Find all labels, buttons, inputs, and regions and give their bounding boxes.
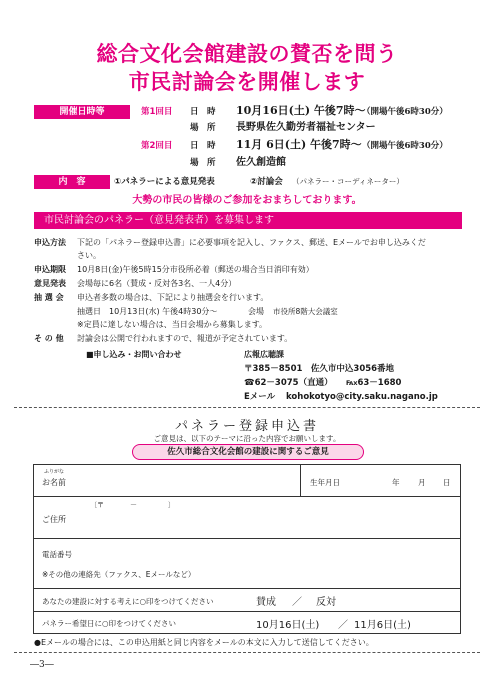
birth-label: 生年月日 [310,478,340,487]
round-1-date: 10月16日(土) 午後7時～ [236,104,366,117]
round-2-place-label: 場 所 [190,158,216,168]
lottery-date: 抽選日 10月13日(水) 午後4時30分～ [77,307,218,316]
name-label: お名前 [42,478,66,487]
cut-line [14,407,480,408]
opinion-question: あなたの建設に対する考えに○印をつけてください [42,597,214,606]
method-text-1: 下記の「パネラー登録申込書」に必要事項を記入し、ファクス、郵送、Eメールでお申し込みくだ [77,238,426,247]
theme-box [132,444,364,460]
round-2-date-label: 日 時 [190,141,216,151]
name-row [34,465,460,497]
method-label: 申込方法 [34,238,66,247]
content-item-2-note: （パネラー・コーディネーター） [292,177,404,186]
deadline-label: 申込期限 [34,265,66,274]
bottom-cut-line [14,652,480,653]
date-separator: ／ [338,620,348,631]
other-label: そ の 他 [34,334,64,343]
page-title-line2: 市民討論会を開催します [128,69,366,94]
phone-label: 電話番号 [42,550,72,559]
round-1-place-label: 場 所 [190,123,216,133]
date-option-1[interactable]: 10月16日(土) [256,620,320,631]
round-1-label: 第1回目 [141,107,173,117]
contact-email-label: Eメール [244,392,276,402]
birth-month: 月 [418,478,426,487]
content-label: 内 容 [34,175,110,189]
lottery-place-label: 会場 [248,307,264,316]
name-ruby: ふりがな [44,469,65,475]
contact-label: ■申し込み・お問い合わせ [86,350,182,359]
postal-dash: － [130,501,137,509]
lottery-text: 申込者多数の場合は、下記により抽選会を行います。 [77,293,269,302]
capacity-text: 会場毎に6名（賛成・反対各3名、一人4分） [77,279,237,288]
address-label: ご住所 [42,515,66,524]
round-2-date: 11月 6日(土) 午後7時～ [236,138,362,151]
opinion-row [34,589,460,612]
theme-text: 佐久市総合文化会館の建設に関するご意見 [167,447,329,457]
contact-phone: ☎62－3075（直通） [244,378,333,388]
contact-dept: 広報広聴課 [244,350,284,359]
address-row [34,497,460,539]
lottery-place: 市役所8階大会議室 [273,307,338,316]
form-subtitle: ご意見は、以下のテーマに沿った内容でお願いします。 [153,434,341,443]
date-option-2[interactable]: 11月6日(土) [354,620,411,631]
deadline-text: 10月8日(金)午後5時15分市役所必着（郵送の場合当日消印有効） [77,265,314,274]
content-item-2: ②討論会 [250,177,283,187]
postal-suffix: 〕 [168,501,175,509]
invite-text: 大勢の市民の皆様のご参加をおまちしております。 [132,195,362,206]
phone-row [34,539,460,589]
capacity-label: 意見発表 [34,279,66,288]
date-question: パネラー希望日に○印をつけてください [42,619,177,628]
content-item-1: ①パネラーによる意見発表 [114,177,215,187]
round-1-date-label: 日 時 [190,107,216,117]
opinion-yes[interactable]: 賛成 [256,597,276,608]
round-1-place: 長野県佐久勤労者福祉センター [236,122,376,133]
opinion-separator: ／ [292,597,302,608]
round-2-place: 佐久創造館 [236,157,286,168]
method-text-2: さい。 [77,251,101,260]
application-form [33,464,461,634]
name-divider [300,465,301,497]
recruit-banner-text: 市民討論会のパネラー（意見発表者）を募集します [44,215,274,226]
contact-fax: ℻63－1680 [346,378,402,388]
other-text: 討論会は公開で行われますので、報道が予定されています。 [77,334,293,343]
form-title: パネラー登録申込書 [174,419,319,434]
page-number: ―3― [30,660,54,670]
opinion-no[interactable]: 反対 [316,597,336,608]
postal-prefix: 〔〒 [90,501,104,509]
round-1-open-time: （開場午後6時30分） [362,107,448,117]
page-title: 総合文化会館建設の賛否を問う [96,41,398,66]
lottery-note: ※定員に達しない場合は、当日会場から募集します。 [77,320,268,329]
birth-year: 年 [392,478,400,487]
round-2-label: 第2回目 [141,141,173,151]
schedule-label: 開催日時等 [34,105,130,119]
recruit-banner [34,212,462,229]
lottery-label: 抽 選 会 [34,293,64,302]
contact-email: kohokotyo@city.saku.nagano.jp [286,392,438,402]
footer-note: ●Eメールの場合には、この申込用紙と同じ内容をメールの本文に入力して送信してください。 [34,638,374,647]
contact-address: 〒385－8501 佐久市中込3056番地 [244,364,395,374]
other-contact-label: ※その他の連絡先（ファクス、Eメールなど） [42,570,196,579]
birth-day: 日 [443,478,451,487]
date-row [34,612,460,634]
round-2-open-time: （開場午後6時30分） [362,141,448,151]
